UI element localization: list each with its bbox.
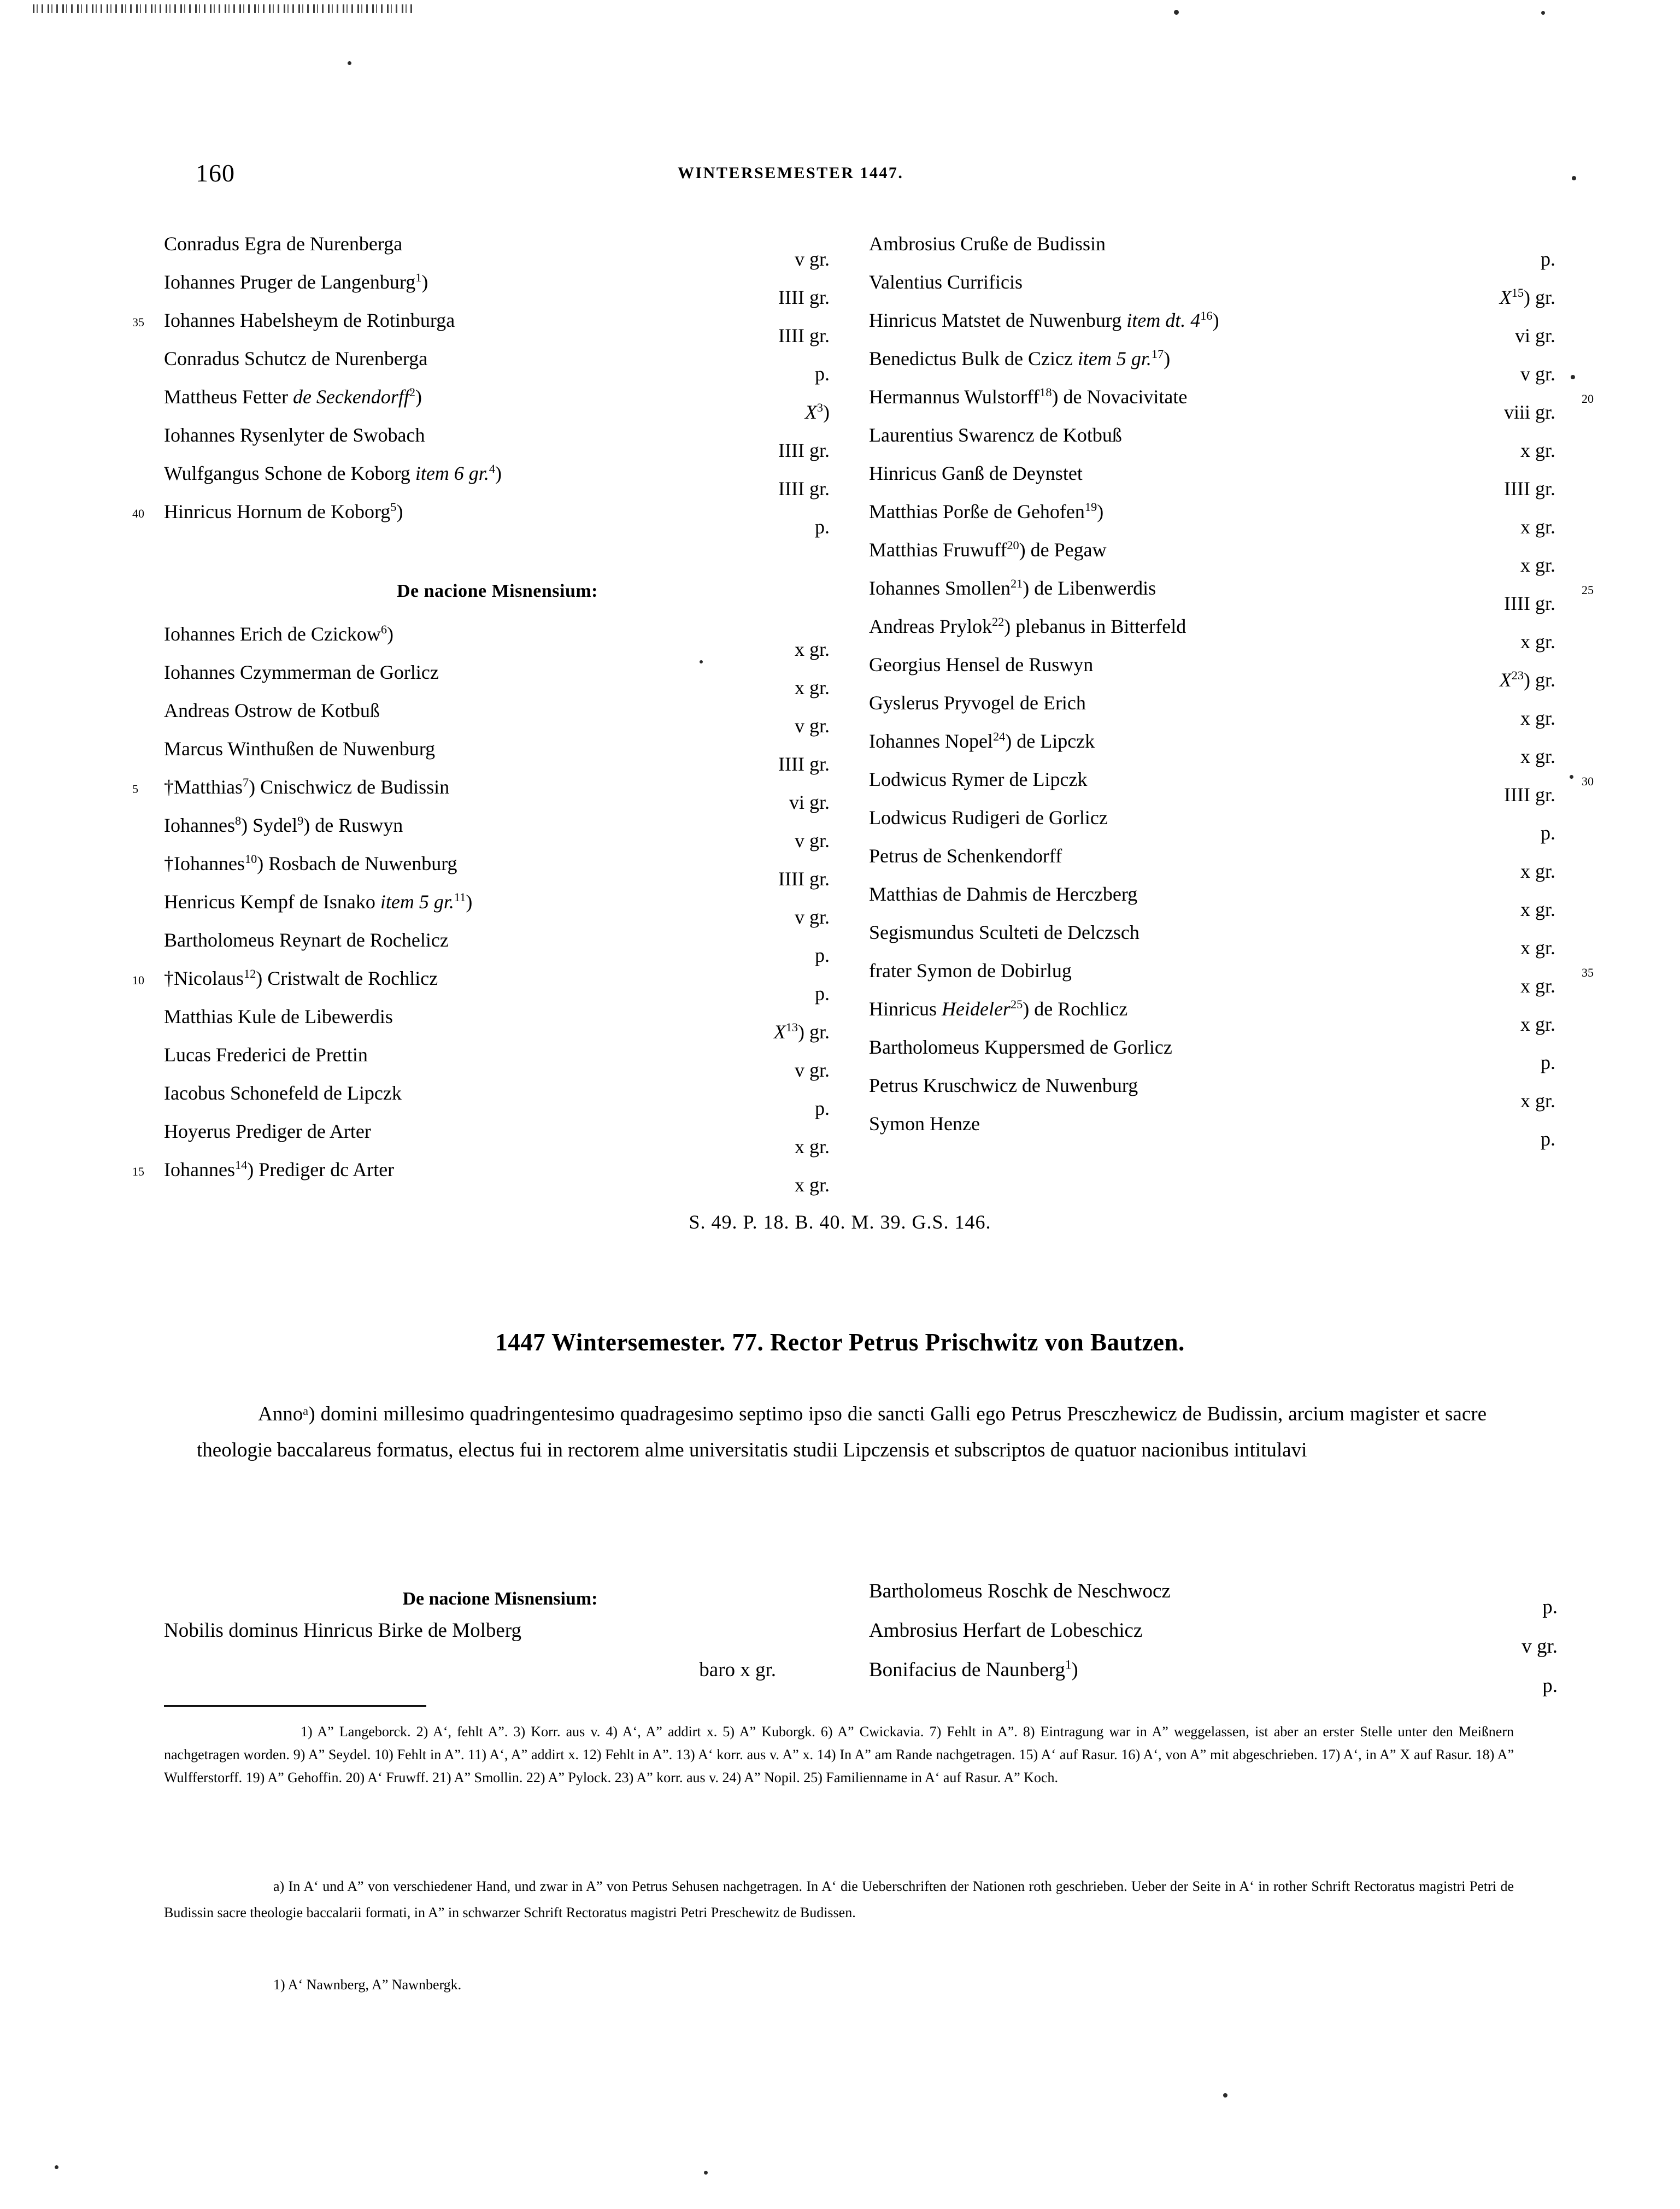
- entry-fee: vi gr.: [1514, 325, 1555, 346]
- entry-name: Benedictus Bulk de Czicz item 5 gr.$^{17}$): [869, 347, 1171, 369]
- line-number: 35: [1582, 966, 1594, 979]
- running-head: WINTERSEMESTER 1447.: [678, 164, 904, 182]
- line-number: 5: [132, 782, 138, 796]
- entry-fee: x gr.: [794, 677, 830, 698]
- entry-fee: v gr.: [794, 1059, 830, 1081]
- register-entry: [164, 1043, 831, 1082]
- entry-fee: IIII gr.: [1504, 592, 1555, 614]
- entry-name: Conradus Schutcz de Nurenberga: [164, 348, 428, 369]
- entry-name: Hinricus Hornum de Koborg$^5$): [164, 500, 403, 522]
- register-entry: [164, 1120, 831, 1158]
- register-entry: [164, 271, 831, 309]
- entry-name: Andreas Prylok$^{22}$) plebanus in Bitterfeld: [869, 615, 1186, 637]
- entry-name: Ambrosius Cruße de Budissin: [869, 233, 1106, 255]
- entry-name: Conradus Egra de Nurenberga: [164, 233, 403, 255]
- register-entry: [164, 462, 831, 500]
- entry-fee: p.: [1541, 822, 1555, 844]
- entry-name: Matthias de Dahmis de Herczberg: [869, 883, 1138, 905]
- footnote-ref: 11: [454, 890, 466, 904]
- line-number: 10: [132, 973, 144, 987]
- register-entry: [869, 1112, 1558, 1150]
- page-number: 160: [196, 159, 235, 187]
- entry-name: Iohannes Habelsheym de Rotinburga: [164, 309, 455, 331]
- entry-fee: p.: [815, 1097, 830, 1119]
- entry-name: Iohannes Rysenlyter de Swobach: [164, 424, 425, 446]
- entry-fee: IIII gr.: [778, 868, 830, 890]
- line-number: 30: [1582, 774, 1594, 788]
- entry-fee: x gr.: [1520, 439, 1555, 461]
- register-entry: [132, 309, 831, 347]
- footnote-ref: 9: [297, 814, 304, 827]
- entry-name: Hinricus Heideler$^{25}$) de Rochlicz: [869, 997, 1128, 1020]
- register-entry: [869, 921, 1558, 959]
- lower-register-right: [869, 1579, 1558, 1697]
- register-entry: [164, 737, 831, 776]
- footnote-ref: 21: [1010, 577, 1023, 590]
- footnote-ref: 17: [1151, 347, 1164, 361]
- entry-name: Segismundus Sculteti de Delczsch: [869, 921, 1139, 943]
- entry-fee: v gr.: [1522, 1635, 1558, 1658]
- entry-fee: x gr.: [1520, 898, 1555, 920]
- register-entry: [869, 615, 1558, 653]
- entry-fee: IIII gr.: [778, 478, 830, 500]
- entry-fee: p.: [1542, 1675, 1558, 1697]
- footnote-ref: 16: [1200, 309, 1213, 322]
- register-entry: [164, 1005, 831, 1043]
- entry-fee: p.: [1541, 1128, 1555, 1150]
- entry-fee: IIII gr.: [778, 286, 830, 308]
- footnote-ref: 4: [489, 462, 495, 475]
- entry-name: Hoyerus Prediger de Arter: [164, 1120, 371, 1142]
- entry-fee: $X^{13}$) gr.: [773, 1020, 830, 1043]
- entry-fee: IIII gr.: [778, 325, 830, 346]
- entry-fee: x gr.: [1520, 631, 1555, 653]
- entry-name: Iohannes Erich de Czickow$^6$): [164, 622, 394, 645]
- entry-name: Ambrosius Herfart de Lobeschicz: [869, 1619, 1143, 1642]
- footnote-ref: 14: [234, 1158, 248, 1172]
- entry-name: Lucas Frederici de Prettin: [164, 1044, 368, 1066]
- entry-name: Mattheus Fetter de Seckendorff$^2$): [164, 385, 422, 408]
- register-entry: [869, 883, 1558, 921]
- summary-line: S. 49. P. 18. B. 40. M. 39. G.S. 146.: [689, 1211, 991, 1233]
- register-entry: [164, 1619, 836, 1658]
- register-entry: [132, 500, 831, 538]
- entry-fee: p.: [815, 516, 830, 538]
- footnote-ref: 8: [234, 814, 242, 827]
- register-entry: [869, 577, 1594, 615]
- entry-name: Bonifacius de Naunberg$^1$): [869, 1658, 1078, 1681]
- entry-name: Hermannus Wulstorff$^{18}$) de Novacivitate: [869, 385, 1188, 408]
- register-entry: [164, 347, 831, 385]
- footnote-note-a: a) In A‘ und A” von verschiedener Hand, und zwar in A” von Petrus Sehusen nachgetragen. In A‘ die Ueberschriften der Nationen roth geschrieben. Ueber der Seite in A‘ in rother Schrift Rectoratus magistri Petri de Budissin sacre theologie baccalarii formati, in A” in schwarzer Schrift Rectoratus magistri Petri Preschewitz de Budissen.: [164, 1878, 1514, 1920]
- register-entry: [869, 1074, 1558, 1112]
- footnote-ref: 22: [991, 615, 1005, 628]
- register-entry: [869, 538, 1558, 577]
- entry-fee: p.: [815, 363, 830, 385]
- entry-name: frater Symon de Dobirlug: [869, 960, 1072, 982]
- register-entry: [164, 890, 831, 929]
- register-entry: [164, 699, 831, 737]
- footnote-ref: 25: [1010, 997, 1023, 1011]
- entry-name: Iohannes$^8$) Sydel$^9$) de Ruswyn: [164, 814, 403, 836]
- entry-name: Matthias Kule de Libewerdis: [164, 1006, 393, 1027]
- register-entry: [869, 424, 1558, 462]
- entry-fee: p.: [815, 983, 830, 1004]
- entry-fee: v gr.: [794, 715, 830, 737]
- footnote-ref: 24: [992, 730, 1006, 743]
- entry-fee: v gr.: [794, 830, 830, 851]
- entry-fee: x gr.: [1520, 707, 1555, 729]
- footnote-ref: 1: [415, 271, 422, 284]
- register-column-left: [132, 232, 831, 1196]
- register-entry: [132, 776, 831, 814]
- line-number: 40: [132, 507, 144, 520]
- register-entry: [869, 653, 1558, 691]
- register-entry: [164, 852, 831, 890]
- register-entry: [132, 1158, 831, 1196]
- entry-name: Wulfgangus Schone de Koborg item 6 gr.$^4$): [164, 462, 502, 484]
- entry-fee: IIII gr.: [778, 439, 830, 461]
- entry-name: Henricus Kempf de Isnako item 5 gr.$^{11}$): [164, 890, 473, 913]
- entry-name: Andreas Ostrow de Kotbuß: [164, 700, 380, 721]
- entry-name: Iohannes Czymmerman de Gorlicz: [164, 661, 439, 683]
- entry-name: †Matthias$^7$) Cnischwicz de Budissin: [164, 776, 450, 798]
- footnote-ref: 6: [380, 622, 387, 636]
- entry-fee: x gr.: [1520, 1013, 1555, 1035]
- entry-fee: p.: [1542, 1596, 1558, 1618]
- register-entry: [869, 1036, 1558, 1074]
- entry-name: Lodwicus Rudigeri de Gorlicz: [869, 807, 1108, 829]
- register-entry: [164, 1658, 836, 1697]
- register-entry: [869, 500, 1558, 538]
- footnote-ref: 2: [409, 385, 416, 399]
- footnotes-numbered: 1) A” Langeborck. 2) A‘, fehlt A”. 3) Korr. aus v. 4) A‘, A” addirt x. 5) A” Kuborgk. 6) A” Cwickavia. 7) Fehlt in A”. 8) Eintragung war in A” weggelassen, ist aber an erster Stelle unter den Meißnern nachgetragen worden. 9) A” Seydel. 10) Fehlt in A”. 11) A‘, A” addirt x. 12) Fehlt in A”. 13) A‘ korr. aus v. A” x. 14) In A” am Rande nachgetragen. 15) A‘ auf Rasur. 16) A‘, von A” mit abgeschrieben. 17) A‘, in A” X auf Rasur. 18) A” Wulfferstorff. 19) A” Gehoffin. 20) A‘ Fruwff. 21) A” Smollin. 22) A” Pylock. 23) A” korr. aus v. 24) A” Nopil. 25) Familienname in A‘ auf Rasur. A” Koch.: [164, 1724, 1514, 1785]
- register-entry: [164, 385, 831, 424]
- entry-fee: IIII gr.: [778, 753, 830, 775]
- entry-fee: x gr.: [794, 1174, 830, 1196]
- register-entry: [132, 967, 831, 1005]
- nation-heading: [164, 538, 831, 606]
- register-entry: [869, 271, 1558, 309]
- entry-name: Iohannes$^{14}$) Prediger dc Arter: [164, 1158, 395, 1180]
- entry-name: Matthias Fruwuff$^{20}$) de Pegaw: [869, 538, 1107, 561]
- entry-fee: $X^{23}$) gr.: [1499, 668, 1555, 691]
- register-entry: [869, 347, 1558, 385]
- register-entry: [869, 1619, 1558, 1658]
- footnote-ref: 1: [1065, 1658, 1072, 1672]
- entry-name: Lodwicus Rymer de Lipczk: [869, 768, 1088, 790]
- entry-name: †Nicolaus$^{12}$) Cristwalt de Rochlicz: [164, 967, 438, 989]
- register-entry: [869, 844, 1558, 883]
- rector-heading: 1447 Wintersemester. 77. Rector Petrus Prischwitz von Bautzen.: [495, 1329, 1185, 1356]
- register-entry: [164, 929, 831, 967]
- register-entry: [869, 232, 1558, 271]
- entry-fee: x gr.: [1520, 937, 1555, 959]
- footnote-ref: 5: [390, 500, 397, 514]
- footnote-ref: 18: [1039, 385, 1052, 399]
- entry-name: Iohannes Nopel$^{24}$) de Lipczk: [869, 730, 1095, 752]
- register-entry: [164, 424, 831, 462]
- entry-fee: x gr.: [1520, 516, 1555, 538]
- entry-fee: x gr.: [794, 1136, 830, 1158]
- entry-fee: v gr.: [1520, 363, 1555, 385]
- footnote-separator-rule: [164, 1705, 426, 1707]
- entry-name: Laurentius Swarencz de Kotbuß: [869, 424, 1122, 446]
- register-entry: [869, 1658, 1558, 1697]
- entry-name: Marcus Winthußen de Nuwenburg: [164, 738, 436, 760]
- entry-name: Hinricus Ganß de Deynstet: [869, 462, 1083, 484]
- footnote-ref: 10: [244, 852, 257, 866]
- register-entry: [869, 806, 1558, 844]
- entry-name: Valentius Currificis: [869, 271, 1023, 293]
- entry-fee: x gr.: [1520, 860, 1555, 882]
- entry-fee: v gr.: [794, 248, 830, 270]
- entry-name: Georgius Hensel de Ruswyn: [869, 654, 1094, 675]
- register-entry: [869, 462, 1558, 500]
- entry-fee: x gr.: [1520, 975, 1555, 997]
- register-entry: [869, 385, 1594, 424]
- register-entry: [164, 1082, 831, 1120]
- line-number: 15: [132, 1165, 144, 1178]
- footnote-note-last: 1) A‘ Nawnberg, A” Nawnbergk.: [273, 1977, 462, 1993]
- entry-fee: $X^{15}$) gr.: [1499, 286, 1555, 308]
- entry-fee: x gr.: [1520, 745, 1555, 767]
- entry-fee: viii gr.: [1503, 401, 1555, 423]
- entry-fee: IIII gr.: [1504, 784, 1555, 806]
- register-entry: [164, 814, 831, 852]
- entry-name: Iacobus Schonefeld de Lipczk: [164, 1082, 402, 1104]
- entry-fee: $X^3$): [804, 401, 830, 423]
- register-entry: [869, 1579, 1558, 1619]
- entry-name: Petrus Kruschwicz de Nuwenburg: [869, 1074, 1138, 1096]
- entry-fee: p.: [815, 944, 830, 966]
- line-number: 20: [1582, 392, 1594, 406]
- entry-name: Nobilis dominus Hinricus Birke de Molberg: [164, 1619, 521, 1642]
- entry-name: Iohannes Pruger de Langenburg$^1$): [164, 271, 428, 293]
- entry-fee: IIII gr.: [1504, 478, 1555, 500]
- register-entry: [869, 691, 1558, 730]
- register-entry: [869, 768, 1594, 806]
- entry-fee: x gr.: [1520, 554, 1555, 576]
- entry-name: Bartholomeus Reynart de Rochelicz: [164, 929, 449, 951]
- register-column-right: [869, 232, 1594, 1150]
- register-entry: [869, 959, 1594, 997]
- footnote-ref: 19: [1084, 500, 1097, 514]
- entry-fee: x gr.: [794, 638, 830, 660]
- entry-name: Symon Henze: [869, 1113, 980, 1135]
- lower-register-left: [164, 1579, 836, 1697]
- register-entry: [869, 730, 1558, 768]
- entry-name: †Iohannes$^{10}$) Rosbach de Nuwenburg: [164, 852, 457, 874]
- entry-name: Bartholomeus Roschk de Neschwocz: [869, 1580, 1171, 1602]
- register-entry: [869, 997, 1558, 1036]
- entry-name: Iohannes Smollen$^{21}$) de Libenwerdis: [869, 577, 1156, 599]
- entry-fee: x gr.: [1520, 1090, 1555, 1112]
- rectorate-paragraph: Annoᵃ) domini millesimo quadringentesimo quadragesimo septimo ipso die sancti Galli ego Petrus Presczhewicz de Budissin, arcium magister et sacre theologie baccalareus formatus, electus fui in rectorem alme universitatis studii Lipczensis et subscriptos de quatuor nacionibus intitulavi: [197, 1403, 1487, 1461]
- entry-name: baro x gr.: [699, 1659, 776, 1681]
- register-entry: [164, 661, 831, 699]
- register-entry: [164, 232, 831, 271]
- footnote-ref: 20: [1007, 538, 1019, 552]
- entry-name: Petrus de Schenkendorff: [869, 845, 1062, 867]
- line-number: 25: [1582, 583, 1594, 597]
- nation-heading-label: De nacione Misnensium:: [397, 581, 598, 601]
- entry-fee: p.: [1541, 248, 1555, 270]
- entry-name: Hinricus Matstet de Nuwenburg item dt. $4^{16}$): [869, 309, 1219, 331]
- nation-heading-2: De nacione Misnensium:: [402, 1589, 598, 1609]
- entry-fee: vi gr.: [789, 791, 830, 813]
- line-number: 35: [132, 315, 144, 329]
- entry-name: Matthias Porße de Gehofen$^{19}$): [869, 500, 1104, 522]
- entry-fee: p.: [1541, 1051, 1555, 1073]
- register-entry: [869, 309, 1558, 347]
- entry-name: Gyslerus Pryvogel de Erich: [869, 692, 1086, 714]
- footnote-ref: 7: [242, 776, 249, 789]
- footnote-ref: 12: [243, 967, 256, 980]
- entry-name: Bartholomeus Kuppersmed de Gorlicz: [869, 1036, 1172, 1058]
- spacer: [164, 606, 831, 622]
- register-entry: [164, 622, 831, 661]
- entry-fee: v gr.: [794, 906, 830, 928]
